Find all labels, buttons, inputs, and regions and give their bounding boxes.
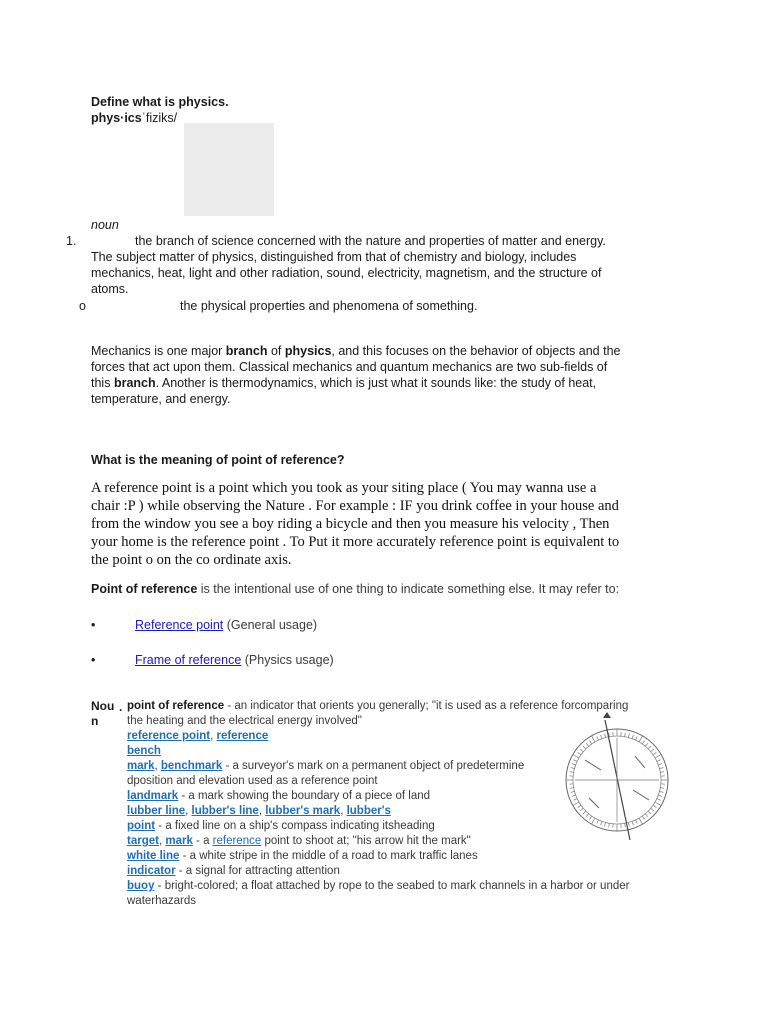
text: - a mark showing the boundary of a piece of land [178, 790, 431, 802]
mark-link[interactable]: mark [127, 760, 155, 772]
answer-line-2: chair :P ) while observing the Nature . For example : IF you drink coffee in your house and [91, 498, 619, 514]
synonym-link[interactable]: reference point [127, 730, 211, 742]
term: Point of reference [91, 582, 198, 596]
text: this [91, 376, 114, 390]
subsense-definition: the physical properties and phenomena of something. [180, 299, 478, 313]
text: , and this focuses on the behavior of objects and the [331, 344, 621, 358]
text: - a surveyor's mark on a permanent object of predetermine [222, 760, 525, 772]
paragraph-line-3 [91, 375, 596, 391]
indicator-link[interactable]: indicator [127, 865, 176, 877]
lubbers-link[interactable]: lubber's [346, 805, 391, 817]
define-heading: Define what is physics. [91, 95, 229, 109]
noun-label [91, 699, 114, 729]
target-link[interactable]: target [127, 835, 159, 847]
list-item [135, 652, 334, 668]
synonym-link[interactable]: reference [216, 730, 269, 742]
text: - a signal for attracting attention [175, 865, 340, 877]
wordnet-row: waterhazards [127, 895, 197, 907]
definition-line-2: The subject matter of physics, distinguished from that of chemistry and biology, includes [91, 250, 577, 264]
sep: , [340, 805, 347, 817]
text: point to shoot at; "his arrow hit the mark" [261, 835, 471, 847]
sub-bullet: o [79, 299, 86, 313]
term: point of reference [127, 700, 225, 712]
landmark-link[interactable]: landmark [127, 790, 179, 802]
answer-line-4: your home is the reference point . To Put it more accurately reference point is equivalent to [91, 534, 620, 550]
text: - a fixed line on a ship's compass indicating itsheading [155, 820, 435, 832]
answer-line-1: A reference point is a point which you took as your siting place ( You may wanna use a [91, 480, 597, 496]
word-entry [91, 110, 177, 126]
pronunciation: ˈfiziks/ [141, 111, 178, 125]
wordnet-row [127, 879, 629, 894]
part-of-speech: noun [91, 218, 119, 232]
text: - bright-colored; a float attached by rope to the seabed to mark channels in a harbor or under [154, 880, 630, 892]
answer-line-3: from the window you see a boy riding a bicycle and then you measure his velocity , Then [91, 516, 610, 532]
text: . Another is thermodynamics, which is just what it sounds like: the study of heat, [155, 376, 597, 390]
bullet: • [91, 653, 96, 667]
sep: , [158, 835, 166, 847]
text: - an indicator that orients you generally; "it is used as a reference forcomparing [224, 700, 629, 712]
image-placeholder [184, 123, 274, 216]
sep: , [258, 805, 266, 817]
bench-link[interactable]: bench [127, 745, 161, 757]
wordnet-row [127, 849, 629, 864]
text: Mechanics is one major [91, 344, 226, 358]
wordnet-head-cont: the heating and the electrical energy involved" [127, 715, 362, 727]
definition-line-1: the branch of science concerned with the nature and properties of matter and energy. [135, 234, 606, 248]
frame-of-reference-link[interactable]: Frame of reference [135, 653, 242, 667]
mark-link[interactable]: mark [165, 835, 193, 847]
text: is the intentional use of one thing to indicate something else. It may refer to: [197, 582, 620, 596]
paragraph-line-1 [91, 343, 621, 359]
definition-line-3: mechanics, heat, light and other radiation, sound, electricity, magnetism, and the structure of [91, 266, 602, 280]
paragraph-line-4: temperature, and energy. [91, 392, 231, 406]
keyword-branch: branch [225, 344, 268, 358]
question-heading: What is the meaning of point of reference? [91, 453, 345, 467]
wordnet-row [127, 864, 629, 879]
definition-line-4: atoms. [91, 282, 129, 296]
text: - a [192, 835, 213, 847]
answer-line-5: the point o on the co ordinate axis. [91, 552, 292, 568]
bullet: • [91, 618, 96, 632]
definition-number: 1. [66, 234, 77, 248]
list-item [135, 617, 317, 633]
wordnet-row: dposition and elevation used as a reference point [127, 775, 378, 787]
lubbers-line-link[interactable]: lubber's line [191, 805, 259, 817]
point-of-reference-intro [91, 581, 619, 597]
keyword-physics: physics [284, 344, 332, 358]
text: of [267, 344, 285, 358]
lubber-line-link[interactable]: lubber line [127, 805, 186, 817]
noun-label-part: n [91, 714, 99, 728]
sep: , [210, 730, 217, 742]
text: (Physics usage) [241, 653, 334, 667]
benchmark-link[interactable]: benchmark [160, 760, 223, 772]
reference-point-link[interactable]: Reference point [135, 618, 224, 632]
white-line-link[interactable]: white line [127, 850, 180, 862]
reference-link[interactable]: reference [212, 835, 262, 847]
headword: phys·ics [91, 111, 142, 125]
sep: , [154, 760, 161, 772]
sep: , [185, 805, 192, 817]
noun-label-part: Nou [91, 699, 115, 713]
text: - a white stripe in the middle of a road to mark traffic lanes [179, 850, 478, 862]
lubbers-mark-link[interactable]: lubber's mark [265, 805, 341, 817]
text: (General usage) [223, 618, 318, 632]
noun-dot: . [119, 700, 123, 714]
buoy-link[interactable]: buoy [127, 880, 155, 892]
keyword-branch: branch [113, 376, 156, 390]
paragraph-line-2: forces that act upon them. Classical mechanics and quantum mechanics are two sub-fields of [91, 360, 608, 374]
compass-illustration [555, 712, 680, 847]
point-link[interactable]: point [127, 820, 156, 832]
